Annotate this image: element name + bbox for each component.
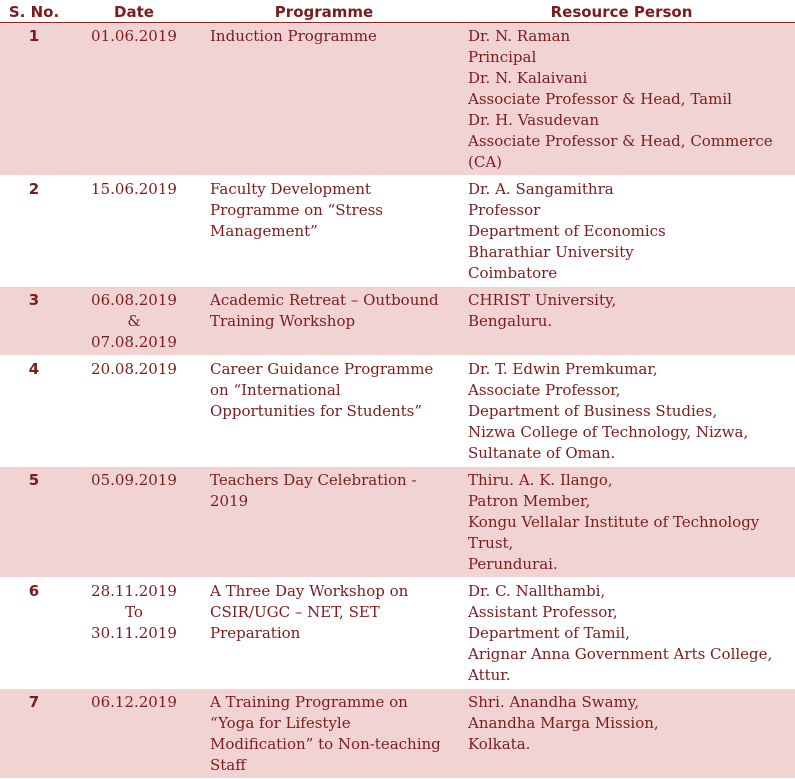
cell-resource-person-line: Dr. H. Vasudevan xyxy=(468,111,600,129)
cell-resource-person-line: Department of Tamil, xyxy=(468,624,630,642)
cell-programme-line: Faculty Development xyxy=(210,180,371,198)
cell-programme-line: Modification” to Non-teaching xyxy=(210,735,441,753)
cell-date-line: 06.08.2019 xyxy=(91,291,177,309)
cell-date xyxy=(68,23,200,176)
cell-resource-person-line: Associate Professor, xyxy=(468,381,621,399)
cell-resource-person-line: Bengaluru. xyxy=(468,312,553,330)
cell-programme xyxy=(200,356,448,467)
cell-programme xyxy=(200,287,448,356)
cell-date-line: 06.12.2019 xyxy=(91,693,177,711)
header-programme: Programme xyxy=(200,0,448,23)
table-row xyxy=(0,578,795,689)
cell-resource-person-line: Shri. Anandha Swamy, xyxy=(468,693,640,711)
cell-resource-person xyxy=(448,356,795,467)
cell-programme-line: Induction Programme xyxy=(210,27,377,45)
cell-resource-person-line: Anandha Marga Mission, xyxy=(468,714,659,732)
cell-programme-line: Management” xyxy=(210,222,318,240)
cell-date-line: 01.06.2019 xyxy=(91,27,177,45)
cell-resource-person xyxy=(448,287,795,356)
cell-resource-person-line: Nizwa College of Technology, Nizwa, xyxy=(468,423,749,441)
cell-date xyxy=(68,356,200,467)
cell-date xyxy=(68,176,200,287)
cell-resource-person-line: Arignar Anna Government Arts College, xyxy=(468,645,773,663)
cell-date-line: 15.06.2019 xyxy=(91,180,177,198)
cell-resource-person xyxy=(448,689,795,779)
cell-programme-line: Opportunities for Students” xyxy=(210,402,423,420)
cell-resource-person-line: Dr. C. Nallthambi, xyxy=(468,582,606,600)
cell-resource-person-line: Professor xyxy=(468,201,541,219)
cell-resource-person xyxy=(448,176,795,287)
cell-resource-person-line: Thiru. A. K. Ilango, xyxy=(468,471,613,489)
cell-resource-person-line: Associate Professor & Head, Tamil xyxy=(468,90,732,108)
cell-resource-person xyxy=(448,578,795,689)
cell-resource-person-line: Kolkata. xyxy=(468,735,531,753)
cell-resource-person-line: (CA) xyxy=(468,153,503,171)
table-row xyxy=(0,23,795,176)
table-row xyxy=(0,356,795,467)
cell-sno: 3 xyxy=(0,287,68,356)
header-date: Date xyxy=(68,0,200,23)
cell-date xyxy=(68,287,200,356)
cell-date-line: To xyxy=(125,603,143,621)
cell-resource-person-line: Dr. T. Edwin Premkumar, xyxy=(468,360,658,378)
cell-resource-person-line: Dr. A. Sangamithra xyxy=(468,180,614,198)
cell-resource-person-line: Dr. N. Kalaivani xyxy=(468,69,588,87)
cell-programme xyxy=(200,578,448,689)
cell-resource-person-line: Dr. N. Raman xyxy=(468,27,571,45)
cell-sno: 4 xyxy=(0,356,68,467)
table-row xyxy=(0,689,795,779)
cell-date-line: 28.11.2019 xyxy=(91,582,177,600)
cell-resource-person-line: Bharathiar University xyxy=(468,243,634,261)
cell-resource-person-line: Kongu Vellalar Institute of Technology xyxy=(468,513,760,531)
cell-date xyxy=(68,689,200,779)
cell-resource-person-line: Department of Economics xyxy=(468,222,666,240)
cell-date-line: 07.08.2019 xyxy=(91,333,177,351)
cell-sno: 2 xyxy=(0,176,68,287)
cell-date-line: & xyxy=(127,312,141,330)
header-sno: S. No. xyxy=(0,0,68,23)
header-row xyxy=(0,0,795,23)
cell-sno: 7 xyxy=(0,689,68,779)
cell-programme xyxy=(200,689,448,779)
cell-resource-person-line: Department of Business Studies, xyxy=(468,402,718,420)
cell-date-line: 05.09.2019 xyxy=(91,471,177,489)
cell-programme xyxy=(200,467,448,578)
cell-resource-person-line: Principal xyxy=(468,48,537,66)
cell-resource-person-line: Perundurai. xyxy=(468,555,558,573)
cell-resource-person-line: Attur. xyxy=(468,666,511,684)
cell-sno: 5 xyxy=(0,467,68,578)
cell-programme xyxy=(200,176,448,287)
cell-date xyxy=(68,578,200,689)
cell-resource-person xyxy=(448,467,795,578)
cell-programme-line: “Yoga for Lifestyle xyxy=(210,714,351,732)
cell-programme-line: Teachers Day Celebration - xyxy=(210,471,417,489)
cell-programme-line: Academic Retreat – Outbound xyxy=(210,291,439,309)
cell-programme-line: Preparation xyxy=(210,624,301,642)
cell-resource-person-line: Sultanate of Oman. xyxy=(468,444,616,462)
cell-programme-line: Career Guidance Programme xyxy=(210,360,434,378)
cell-programme-line: Staff xyxy=(210,756,246,774)
cell-programme-line: on “International xyxy=(210,381,341,399)
cell-programme-line: Programme on “Stress xyxy=(210,201,383,219)
cell-sno: 6 xyxy=(0,578,68,689)
cell-date-line: 30.11.2019 xyxy=(91,624,177,642)
cell-programme-line: 2019 xyxy=(210,492,249,510)
cell-resource-person-line: Patron Member, xyxy=(468,492,591,510)
cell-programme-line: A Three Day Workshop on xyxy=(210,582,409,600)
header-resource-person: Resource Person xyxy=(448,0,795,23)
cell-resource-person xyxy=(448,23,795,176)
table-row xyxy=(0,467,795,578)
cell-resource-person-line: Coimbatore xyxy=(468,264,558,282)
cell-programme-line: CSIR/UGC – NET, SET xyxy=(210,603,380,621)
cell-programme-line: A Training Programme on xyxy=(210,693,408,711)
cell-programme-line: Training Workshop xyxy=(210,312,356,330)
cell-resource-person-line: Trust, xyxy=(468,534,514,552)
cell-resource-person-line: Assistant Professor, xyxy=(468,603,618,621)
table-row xyxy=(0,176,795,287)
cell-programme xyxy=(200,23,448,176)
cell-resource-person-line: CHRIST University, xyxy=(468,291,617,309)
table-row xyxy=(0,287,795,356)
cell-sno: 1 xyxy=(0,23,68,176)
cell-resource-person-line: Associate Professor & Head, Commerce xyxy=(468,132,773,150)
cell-date xyxy=(68,467,200,578)
cell-date-line: 20.08.2019 xyxy=(91,360,177,378)
